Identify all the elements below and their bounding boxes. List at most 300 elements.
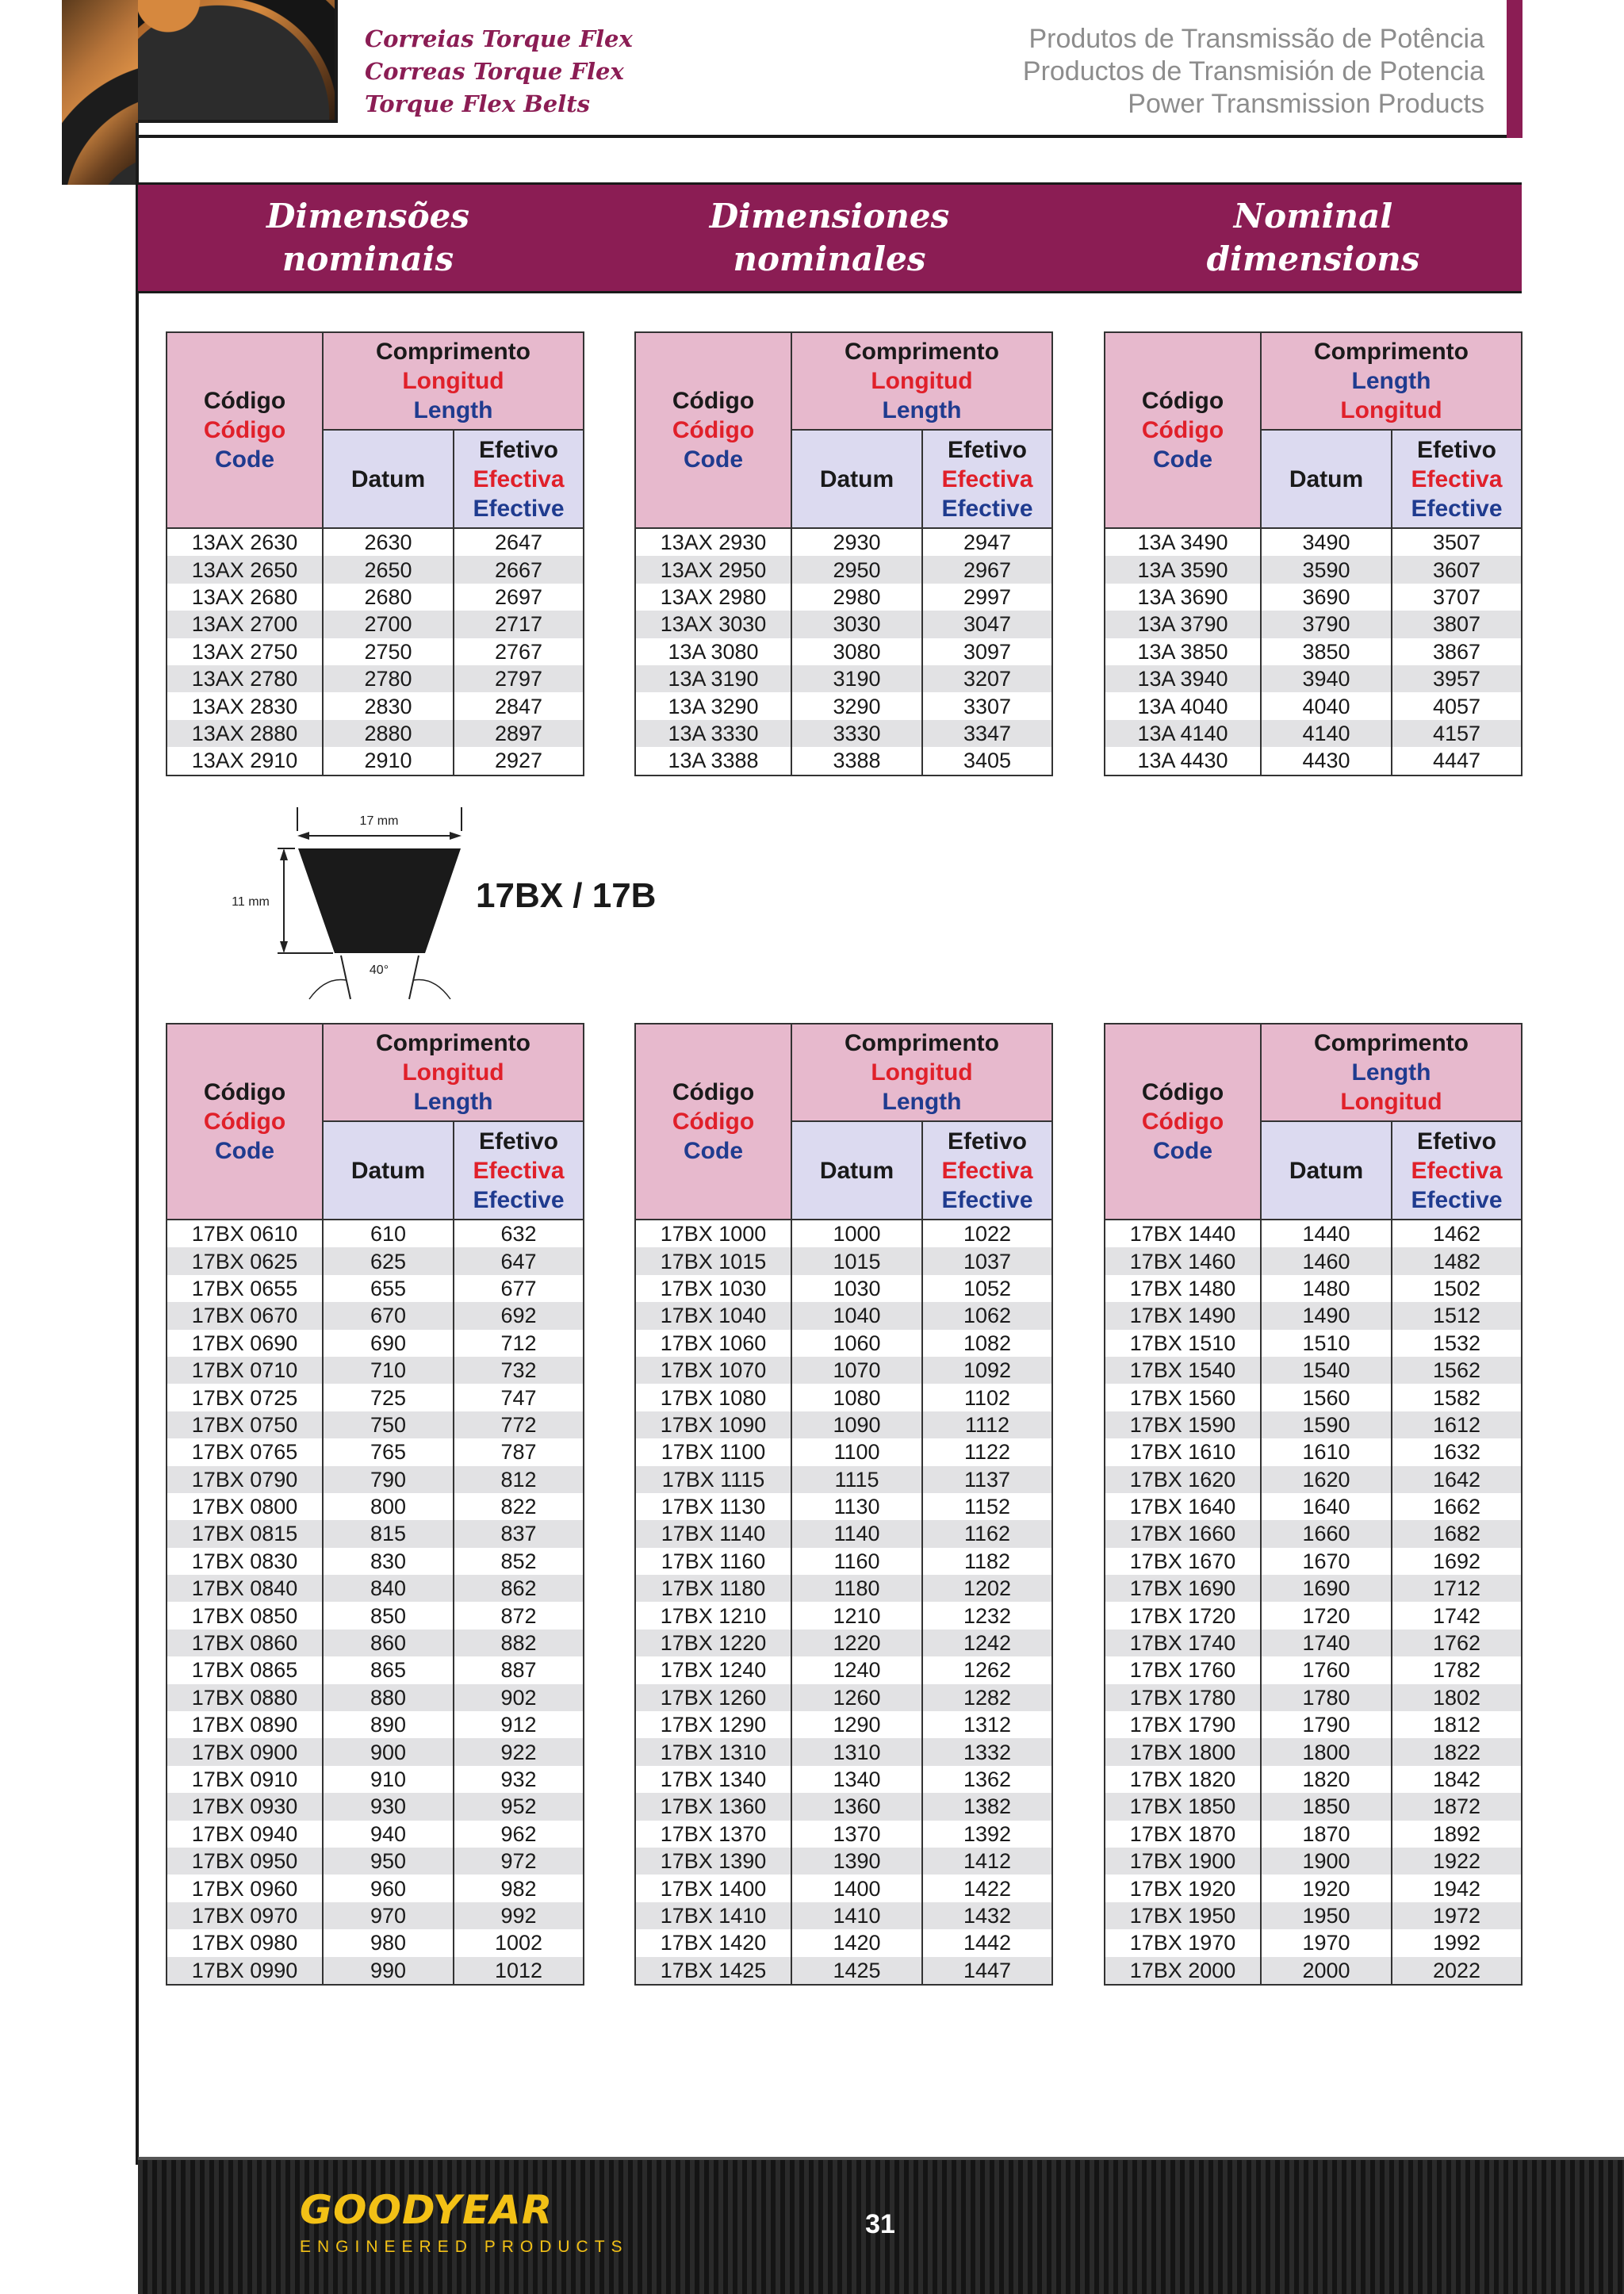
datum-header-label: Datum	[350, 1157, 426, 1184]
table-row	[167, 1821, 584, 1848]
datum-cell: 1660	[1261, 1520, 1392, 1547]
table-row	[167, 747, 584, 775]
datum-cell: 1490	[1261, 1302, 1392, 1329]
datum-cell: 1870	[1261, 1821, 1392, 1848]
table-row	[167, 1575, 584, 1602]
datum-cell: 1040	[791, 1302, 922, 1329]
datum-cell: 800	[323, 1493, 454, 1520]
table-row	[1105, 747, 1522, 775]
datum-header-label: Datum	[1289, 465, 1364, 492]
effective-cell: 3707	[1392, 584, 1522, 611]
effective-cell: 1082	[922, 1330, 1052, 1357]
code-cell: 17BX 1180	[635, 1575, 791, 1602]
code-cell: 17BX 0980	[167, 1929, 323, 1956]
logo-subtitle: ENGINEERED PRODUCTS	[300, 2238, 629, 2256]
table-row	[1105, 528, 1522, 556]
code-cell: 17BX 1640	[1105, 1493, 1261, 1520]
dimension-table-3	[1104, 1023, 1522, 1986]
table-row	[1105, 1711, 1522, 1738]
code-header-pt: Código	[1141, 1079, 1224, 1105]
angle-label: 40°	[369, 963, 389, 977]
table-row	[635, 747, 1052, 775]
effective-cell: 992	[454, 1902, 584, 1929]
table-row	[1105, 720, 1522, 747]
length-header-pt: Comprimento	[376, 1030, 530, 1056]
code-cell: 13A 3850	[1105, 638, 1261, 665]
effective-cell: 1972	[1392, 1902, 1522, 1929]
datum-cell: 2780	[323, 665, 454, 692]
table-row	[167, 1548, 584, 1575]
datum-cell: 1240	[791, 1656, 922, 1683]
effective-cell: 1562	[1392, 1357, 1522, 1384]
angle-arc-left	[309, 980, 346, 1000]
datum-cell: 1740	[1261, 1630, 1392, 1656]
effective-cell: 1662	[1392, 1493, 1522, 1520]
code-cell: 17BX 1620	[1105, 1466, 1261, 1493]
datum-cell: 1620	[1261, 1466, 1392, 1493]
length-header-en: Length	[413, 1089, 493, 1115]
code-cell: 17BX 1740	[1105, 1630, 1261, 1656]
table-row	[1105, 638, 1522, 665]
code-cell: 17BX 1290	[635, 1711, 791, 1738]
code-cell: 17BX 1790	[1105, 1711, 1261, 1738]
effective-cell: 882	[454, 1630, 584, 1656]
length-header-pt: Comprimento	[845, 1030, 999, 1056]
datum-cell: 3490	[1261, 528, 1392, 556]
table-row	[167, 1766, 584, 1793]
effective-cell: 1422	[922, 1875, 1052, 1901]
code-cell: 17BX 1390	[635, 1848, 791, 1875]
datum-cell: 1260	[791, 1684, 922, 1711]
effective-header-en: Efective	[941, 1186, 1033, 1213]
effective-header-en: Efective	[473, 495, 565, 522]
code-cell: 17BX 1260	[635, 1684, 791, 1711]
belt-photo-left	[62, 0, 138, 185]
table-row	[635, 692, 1052, 719]
code-cell: 17BX 0990	[167, 1957, 323, 1985]
datum-cell: 3850	[1261, 638, 1392, 665]
code-cell: 17BX 1040	[635, 1302, 791, 1329]
datum-cell: 1800	[1261, 1738, 1392, 1765]
datum-cell: 960	[323, 1875, 454, 1901]
effective-cell: 2717	[454, 611, 584, 638]
code-cell: 13AX 2650	[167, 556, 323, 583]
length-header-en: Longitud	[1340, 397, 1442, 423]
datum-cell: 830	[323, 1548, 454, 1575]
length-header-es: Longitud	[402, 368, 504, 394]
height-label: 11 mm	[232, 895, 270, 909]
datum-cell: 1100	[791, 1438, 922, 1465]
datum-cell: 2700	[323, 611, 454, 638]
datum-cell: 1140	[791, 1520, 922, 1547]
length-header-en: Length	[882, 397, 962, 423]
table-row	[635, 1330, 1052, 1357]
page-number: 31	[865, 2209, 895, 2239]
table-row	[167, 1875, 584, 1901]
code-header	[1105, 332, 1261, 528]
datum-cell: 3030	[791, 611, 922, 638]
effective-cell: 3957	[1392, 665, 1522, 692]
table-row	[167, 1957, 584, 1985]
code-cell: 17BX 1220	[635, 1630, 791, 1656]
code-cell: 17BX 0765	[167, 1438, 323, 1465]
table-row	[167, 720, 584, 747]
angle-line-left	[341, 956, 350, 999]
effective-header-pt: Efetivo	[947, 436, 1028, 463]
length-header-en: Length	[413, 397, 493, 423]
table-row	[635, 1630, 1052, 1656]
datum-cell: 1440	[1261, 1220, 1392, 1247]
code-cell: 17BX 1540	[1105, 1357, 1261, 1384]
code-cell: 17BX 1970	[1105, 1929, 1261, 1956]
code-cell: 17BX 0930	[167, 1793, 323, 1820]
effective-cell: 1112	[922, 1411, 1052, 1438]
table-row	[635, 556, 1052, 583]
effective-cell: 712	[454, 1330, 584, 1357]
code-header-en: Code	[215, 1138, 274, 1164]
code-header-es: Código	[1141, 1109, 1224, 1135]
effective-header-es: Efectiva	[473, 465, 565, 492]
effective-cell: 4157	[1392, 720, 1522, 747]
code-cell: 13A 3590	[1105, 556, 1261, 583]
code-cell: 17BX 0890	[167, 1711, 323, 1738]
table-row	[167, 1411, 584, 1438]
effective-cell: 1102	[922, 1384, 1052, 1411]
effective-cell: 3507	[1392, 528, 1522, 556]
banner-title-es: Dimensiones nominales	[709, 197, 950, 278]
table-row	[635, 611, 1052, 638]
datum-cell: 2980	[791, 584, 922, 611]
table-row	[635, 720, 1052, 747]
table-body	[167, 1220, 584, 1985]
code-cell: 17BX 0610	[167, 1220, 323, 1247]
section-label: 17BX / 17B	[476, 876, 657, 915]
datum-cell: 1720	[1261, 1602, 1392, 1629]
datum-cell: 4140	[1261, 720, 1392, 747]
length-header-pt: Comprimento	[376, 339, 530, 365]
code-cell: 17BX 1060	[635, 1330, 791, 1357]
code-cell: 13AX 2980	[635, 584, 791, 611]
length-header	[323, 1024, 584, 1121]
dimension-table-2	[634, 331, 1053, 776]
code-cell: 13AX 2680	[167, 584, 323, 611]
code-cell: 17BX 1070	[635, 1357, 791, 1384]
effective-cell: 1362	[922, 1766, 1052, 1793]
datum-cell: 940	[323, 1821, 454, 1848]
effective-header-en: Efective	[1411, 495, 1503, 522]
datum-cell: 1425	[791, 1957, 922, 1985]
datum-cell: 980	[323, 1929, 454, 1956]
effective-cell: 1392	[922, 1821, 1052, 1848]
datum-cell: 3940	[1261, 665, 1392, 692]
effective-cell: 912	[454, 1711, 584, 1738]
belt-cross-section	[298, 848, 461, 953]
table-row	[1105, 665, 1522, 692]
table-row	[1105, 584, 1522, 611]
length-header-pt: Comprimento	[1314, 339, 1469, 365]
table-row	[167, 638, 584, 665]
effective-cell: 1052	[922, 1275, 1052, 1302]
code-cell: 17BX 1410	[635, 1902, 791, 1929]
datum-cell: 1920	[1261, 1875, 1392, 1901]
table-row	[635, 1902, 1052, 1929]
datum-cell: 1510	[1261, 1330, 1392, 1357]
code-cell: 17BX 1340	[635, 1766, 791, 1793]
code-cell: 17BX 1140	[635, 1520, 791, 1547]
datum-cell: 1970	[1261, 1929, 1392, 1956]
table-row	[1105, 1929, 1522, 1956]
datum-cell: 1080	[791, 1384, 922, 1411]
code-cell: 13A 4040	[1105, 692, 1261, 719]
datum-cell: 1160	[791, 1548, 922, 1575]
code-cell: 17BX 1240	[635, 1656, 791, 1683]
effective-cell: 1692	[1392, 1548, 1522, 1575]
code-cell: 17BX 1100	[635, 1438, 791, 1465]
effective-cell: 2697	[454, 584, 584, 611]
length-header-es: Longitud	[871, 368, 973, 394]
effective-cell: 812	[454, 1466, 584, 1493]
datum-header	[323, 430, 454, 528]
code-cell: 17BX 1670	[1105, 1548, 1261, 1575]
effective-cell: 2647	[454, 528, 584, 556]
table-row	[167, 1738, 584, 1765]
effective-cell: 1037	[922, 1247, 1052, 1274]
table-row	[1105, 1220, 1522, 1247]
effective-cell: 2767	[454, 638, 584, 665]
datum-cell: 1015	[791, 1247, 922, 1274]
table-row	[635, 665, 1052, 692]
header-title-en: Torque Flex Belts	[365, 90, 590, 117]
effective-cell: 1182	[922, 1548, 1052, 1575]
code-cell: 17BX 1160	[635, 1548, 791, 1575]
effective-cell: 677	[454, 1275, 584, 1302]
datum-cell: 790	[323, 1466, 454, 1493]
code-cell: 17BX 0860	[167, 1630, 323, 1656]
datum-cell: 655	[323, 1275, 454, 1302]
effective-cell: 3307	[922, 692, 1052, 719]
effective-cell: 1432	[922, 1902, 1052, 1929]
header-title-pt: Correias Torque Flex	[365, 25, 633, 52]
code-cell: 17BX 1130	[635, 1493, 791, 1520]
table-row	[1105, 1602, 1522, 1629]
length-header-pt: Comprimento	[845, 339, 999, 365]
table-row	[635, 1302, 1052, 1329]
datum-cell: 1030	[791, 1275, 922, 1302]
effective-cell: 1582	[1392, 1384, 1522, 1411]
table-row	[1105, 1575, 1522, 1602]
code-cell: 17BX 1400	[635, 1875, 791, 1901]
code-header	[167, 1024, 323, 1220]
datum-cell: 1310	[791, 1738, 922, 1765]
effective-header	[454, 430, 584, 528]
code-cell: 17BX 1820	[1105, 1766, 1261, 1793]
table-row	[167, 584, 584, 611]
length-header-es: Length	[1351, 1059, 1431, 1086]
code-cell: 13A 3388	[635, 747, 791, 775]
code-cell: 17BX 1900	[1105, 1848, 1261, 1875]
datum-cell: 1790	[1261, 1711, 1392, 1738]
table-row	[167, 611, 584, 638]
code-header-es: Código	[672, 417, 755, 443]
table-row	[167, 1793, 584, 1820]
effective-cell: 747	[454, 1384, 584, 1411]
table-row	[167, 1220, 584, 1247]
code-cell: 13A 4430	[1105, 747, 1261, 775]
effective-cell: 1762	[1392, 1630, 1522, 1656]
table-row	[635, 1684, 1052, 1711]
effective-cell: 952	[454, 1793, 584, 1820]
datum-header-label: Datum	[819, 1157, 894, 1184]
table-row	[1105, 1302, 1522, 1329]
belt-profile-diagram	[214, 801, 468, 1007]
table-row	[635, 1220, 1052, 1247]
effective-cell: 1512	[1392, 1302, 1522, 1329]
code-cell: 17BX 2000	[1105, 1957, 1261, 1985]
effective-cell: 3405	[922, 747, 1052, 775]
table-row	[635, 1848, 1052, 1875]
code-header-en: Code	[1153, 1138, 1212, 1164]
effective-cell: 787	[454, 1438, 584, 1465]
code-cell: 17BX 1950	[1105, 1902, 1261, 1929]
effective-cell: 732	[454, 1357, 584, 1384]
datum-cell: 1130	[791, 1493, 922, 1520]
code-cell: 17BX 0670	[167, 1302, 323, 1329]
table-row	[167, 1357, 584, 1384]
header-category-en: Power Transmission Products	[1128, 89, 1484, 119]
datum-header-label: Datum	[1289, 1157, 1364, 1184]
effective-cell: 1812	[1392, 1711, 1522, 1738]
effective-cell: 3347	[922, 720, 1052, 747]
effective-cell: 1122	[922, 1438, 1052, 1465]
effective-cell: 4057	[1392, 692, 1522, 719]
code-cell: 13A 3790	[1105, 611, 1261, 638]
code-cell: 13AX 2910	[167, 747, 323, 775]
datum-cell: 2750	[323, 638, 454, 665]
datum-cell: 950	[323, 1848, 454, 1875]
table-row	[1105, 1466, 1522, 1493]
table-row	[1105, 1793, 1522, 1820]
effective-cell: 1312	[922, 1711, 1052, 1738]
header-category-pt: Produtos de Transmissão de Potência	[1028, 24, 1484, 54]
effective-cell: 3867	[1392, 638, 1522, 665]
code-cell: 17BX 1510	[1105, 1330, 1261, 1357]
code-cell: 17BX 0900	[167, 1738, 323, 1765]
datum-cell: 670	[323, 1302, 454, 1329]
table-row	[167, 1302, 584, 1329]
datum-cell: 2880	[323, 720, 454, 747]
code-cell: 17BX 0850	[167, 1602, 323, 1629]
datum-cell: 1090	[791, 1411, 922, 1438]
datum-cell: 1220	[791, 1630, 922, 1656]
datum-cell: 690	[323, 1330, 454, 1357]
code-header	[635, 1024, 791, 1220]
datum-cell: 1000	[791, 1220, 922, 1247]
datum-cell: 2000	[1261, 1957, 1392, 1985]
arrow-right-icon	[450, 832, 462, 840]
goodyear-logo: GOODYEAR	[300, 2187, 553, 2233]
table-row	[635, 1520, 1052, 1547]
datum-cell: 890	[323, 1711, 454, 1738]
datum-cell: 1420	[791, 1929, 922, 1956]
table-body	[1105, 528, 1522, 776]
effective-cell: 2847	[454, 692, 584, 719]
datum-header-label: Datum	[819, 465, 894, 492]
table-row	[167, 692, 584, 719]
datum-cell: 1760	[1261, 1656, 1392, 1683]
table-row	[167, 1520, 584, 1547]
datum-header	[791, 430, 922, 528]
length-header	[323, 332, 584, 430]
code-header-en: Code	[1153, 446, 1212, 473]
datum-cell: 3690	[1261, 584, 1392, 611]
table-row	[635, 1957, 1052, 1985]
effective-cell: 1092	[922, 1357, 1052, 1384]
datum-header	[791, 1121, 922, 1220]
table-row	[1105, 1875, 1522, 1901]
datum-cell: 1850	[1261, 1793, 1392, 1820]
effective-cell: 1682	[1392, 1520, 1522, 1547]
effective-header-pt: Efetivo	[478, 436, 559, 463]
table-row	[167, 1247, 584, 1274]
effective-cell: 2797	[454, 665, 584, 692]
arrow-left-icon	[297, 832, 309, 840]
effective-cell: 1232	[922, 1602, 1052, 1629]
datum-cell: 880	[323, 1684, 454, 1711]
angle-line-right	[409, 956, 419, 999]
header-category-es: Productos de Transmisión de Potencia	[1022, 56, 1484, 86]
effective-cell: 1632	[1392, 1438, 1522, 1465]
datum-cell: 1820	[1261, 1766, 1392, 1793]
header-rule	[138, 135, 1511, 138]
code-cell: 17BX 1000	[635, 1220, 791, 1247]
effective-cell: 932	[454, 1766, 584, 1793]
code-header-pt: Código	[203, 1079, 286, 1105]
table-row	[1105, 1848, 1522, 1875]
length-header-pt: Comprimento	[1314, 1030, 1469, 1056]
datum-cell: 1640	[1261, 1493, 1392, 1520]
table-row	[167, 556, 584, 583]
table-row	[1105, 1548, 1522, 1575]
table-row	[635, 1875, 1052, 1901]
datum-cell: 1290	[791, 1711, 922, 1738]
code-cell: 17BX 0865	[167, 1656, 323, 1683]
angle-arc-right	[414, 980, 450, 1000]
effective-header	[1392, 430, 1522, 528]
effective-cell: 2947	[922, 528, 1052, 556]
effective-cell: 1412	[922, 1848, 1052, 1875]
datum-cell: 2830	[323, 692, 454, 719]
effective-cell: 2927	[454, 747, 584, 775]
datum-cell: 3790	[1261, 611, 1392, 638]
datum-cell: 1670	[1261, 1548, 1392, 1575]
datum-cell: 2650	[323, 556, 454, 583]
effective-header	[454, 1121, 584, 1220]
code-cell: 17BX 1780	[1105, 1684, 1261, 1711]
effective-cell: 922	[454, 1738, 584, 1765]
datum-cell: 1180	[791, 1575, 922, 1602]
table-body	[167, 528, 584, 776]
table-row	[635, 638, 1052, 665]
dimension-table-1	[166, 1023, 584, 1986]
table-row	[635, 1548, 1052, 1575]
table-row	[1105, 1247, 1522, 1274]
code-cell: 13AX 2700	[167, 611, 323, 638]
table-row	[635, 1384, 1052, 1411]
datum-cell: 3388	[791, 747, 922, 775]
effective-header-es: Efectiva	[941, 465, 1033, 492]
code-header-en: Code	[215, 446, 274, 473]
table-row	[1105, 1330, 1522, 1357]
